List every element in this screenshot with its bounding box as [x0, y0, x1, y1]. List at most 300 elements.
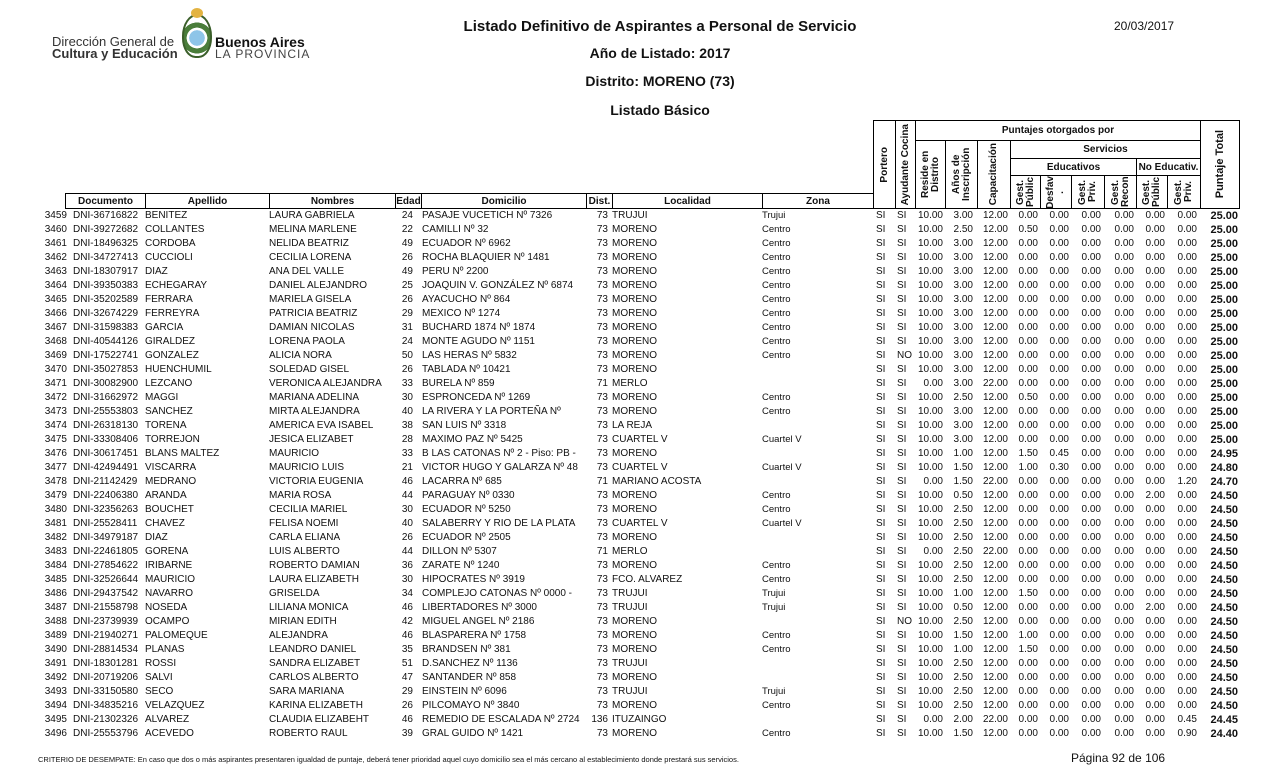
cell-puntaje-total: 24.50 — [1210, 532, 1238, 544]
cell-gest-priv: 0.00 — [1081, 518, 1101, 529]
table-row — [0, 517, 1280, 531]
cell-nombres: LAURA ELIZABETH — [269, 574, 360, 585]
cell-row-number: 3468 — [44, 336, 67, 347]
cell-puntaje-total: 24.80 — [1210, 462, 1238, 474]
cell-reside: 10.00 — [917, 588, 943, 599]
cell-edad: 30 — [401, 392, 413, 403]
cell-localidad: CUARTEL V — [612, 462, 668, 473]
cell-gest-public: 0.00 — [1018, 686, 1038, 697]
cell-reside: 10.00 — [917, 504, 943, 515]
cell-domicilio: JOAQUIN V. GONZÁLEZ Nº 6874 — [422, 280, 574, 291]
cell-documento: DNI-25553796 — [73, 728, 139, 739]
cell-portero: SI — [876, 700, 886, 711]
cell-reside: 10.00 — [917, 644, 943, 655]
cell-reside: 10.00 — [917, 686, 943, 697]
cell-documento: DNI-34727413 — [73, 252, 139, 263]
cell-gest-priv: 0.00 — [1081, 560, 1101, 571]
col-ayudante-label: Ayudante Cocina — [899, 123, 911, 206]
cell-nombres: CLAUDIA ELIZABEHT — [269, 714, 370, 725]
cell-nombres: SANDRA ELIZABET — [269, 658, 361, 669]
cell-gest-recon: 0.00 — [1114, 532, 1134, 543]
cell-ne-gest-priv: 0.00 — [1177, 686, 1197, 697]
cell-dist: 73 — [596, 490, 608, 501]
cell-capacitacion: 12.00 — [982, 448, 1008, 459]
cell-gest-priv: 0.00 — [1081, 350, 1101, 361]
cell-capacitacion: 12.00 — [982, 602, 1008, 613]
table-row — [0, 419, 1280, 433]
cell-reside: 10.00 — [917, 392, 943, 403]
cell-ne-gest-priv: 0.00 — [1177, 644, 1197, 655]
cell-gest-priv: 0.00 — [1081, 490, 1101, 501]
cell-dist: 73 — [596, 448, 608, 459]
cell-desfav: 0.00 — [1049, 252, 1069, 263]
cell-domicilio: D.SANCHEZ Nº 1136 — [422, 658, 518, 669]
cell-ayudante: SI — [897, 714, 907, 725]
cell-desfav: 0.00 — [1049, 238, 1069, 249]
cell-domicilio: LIBERTADORES Nº 3000 — [422, 602, 537, 613]
cell-edad: 50 — [401, 350, 413, 361]
cell-apellido: PALOMEQUE — [145, 630, 208, 641]
cell-portero: SI — [876, 532, 886, 543]
cell-reside: 10.00 — [917, 252, 943, 263]
cell-anos: 1.00 — [953, 588, 973, 599]
cell-puntaje-total: 25.00 — [1210, 252, 1238, 264]
cell-gest-recon: 0.00 — [1114, 224, 1134, 235]
cell-apellido: ROSSI — [145, 658, 177, 669]
cell-gest-recon: 0.00 — [1114, 252, 1134, 263]
cell-documento: DNI-26318130 — [73, 420, 139, 431]
logo-line2: Cultura y Educación — [52, 46, 178, 61]
cell-desfav: 0.45 — [1049, 448, 1069, 459]
cell-gest-recon: 0.00 — [1114, 644, 1134, 655]
cell-portero: SI — [876, 420, 886, 431]
col-edad: Edad — [395, 193, 422, 209]
cell-gest-recon: 0.00 — [1114, 462, 1134, 473]
cell-localidad: MORENO — [612, 294, 657, 305]
cell-gest-public: 1.50 — [1018, 448, 1038, 459]
table-row — [0, 531, 1280, 545]
cell-gest-public: 0.00 — [1018, 574, 1038, 585]
cell-apellido: COLLANTES — [145, 224, 205, 235]
cell-nombres: VERONICA ALEJANDRA — [269, 378, 382, 389]
cell-edad: 26 — [401, 364, 413, 375]
cell-domicilio: DILLON Nº 5307 — [422, 546, 497, 557]
cell-gest-priv: 0.00 — [1081, 630, 1101, 641]
cell-nombres: MARIA ROSA — [269, 490, 332, 501]
cell-apellido: ACEVEDO — [145, 728, 194, 739]
cell-domicilio: ECUADOR Nº 2505 — [422, 532, 511, 543]
cell-desfav: 0.00 — [1049, 588, 1069, 599]
cell-ne-gest-public: 0.00 — [1145, 714, 1165, 725]
cell-edad: 24 — [401, 210, 413, 221]
cell-puntaje-total: 24.50 — [1210, 490, 1238, 502]
cell-zona: Centro — [762, 294, 791, 305]
cell-desfav: 0.00 — [1049, 378, 1069, 389]
cell-domicilio: HIPOCRATES Nº 3919 — [422, 574, 525, 585]
cell-ne-gest-priv: 0.45 — [1177, 714, 1197, 725]
cell-reside: 10.00 — [917, 420, 943, 431]
cell-gest-priv: 0.00 — [1081, 574, 1101, 585]
cell-nombres: PATRICIA BEATRIZ — [269, 308, 358, 319]
cell-portero: SI — [876, 294, 886, 305]
cell-apellido: VISCARRA — [145, 462, 197, 473]
cell-ne-gest-public: 0.00 — [1145, 686, 1165, 697]
col-total-label: Puntaje Total — [1214, 130, 1226, 199]
cell-desfav: 0.00 — [1049, 630, 1069, 641]
district: Distrito: MORENO (73) — [585, 73, 735, 89]
cell-portero: SI — [876, 490, 886, 501]
cell-portero: SI — [876, 448, 886, 459]
cell-anos: 3.00 — [953, 336, 973, 347]
cell-reside: 10.00 — [917, 364, 943, 375]
col-gest-public — [1010, 175, 1041, 209]
cell-row-number: 3465 — [44, 294, 67, 305]
cell-nombres: MAURICIO LUIS — [269, 462, 345, 473]
cell-reside: 0.00 — [923, 546, 943, 557]
cell-domicilio: BUCHARD 1874 Nº 1874 — [422, 322, 536, 333]
col-puntaje-total — [1200, 120, 1240, 209]
cell-ne-gest-priv: 0.00 — [1177, 266, 1197, 277]
cell-ne-gest-priv: 0.00 — [1177, 518, 1197, 529]
table-row — [0, 335, 1280, 349]
cell-dist: 73 — [596, 462, 608, 473]
cell-nombres: DAMIAN NICOLAS — [269, 322, 355, 333]
list-type: Listado Básico — [610, 102, 710, 118]
cell-documento: DNI-34979187 — [73, 532, 139, 543]
cell-dist: 73 — [596, 434, 608, 445]
table-row — [0, 279, 1280, 293]
cell-domicilio: LAS HERAS Nº 5832 — [422, 350, 517, 361]
cell-dist: 73 — [596, 238, 608, 249]
cell-gest-recon: 0.00 — [1114, 616, 1134, 627]
cell-edad: 26 — [401, 294, 413, 305]
province-seal-logo — [182, 14, 212, 58]
col-ne-gest-public — [1136, 175, 1168, 209]
cell-ne-gest-public: 0.00 — [1145, 252, 1165, 263]
cell-apellido: MEDRANO — [145, 476, 197, 487]
cell-puntaje-total: 25.00 — [1210, 434, 1238, 446]
cell-gest-public: 1.50 — [1018, 644, 1038, 655]
cell-capacitacion: 12.00 — [982, 574, 1008, 585]
tiebreak-criteria: CRITERIO DE DESEMPATE: En caso que dos o más aspirantes presentaren igualdad de puntaje, deberá tener prioridad aquel cuyo domicilio sea el más cercano al establecimiento donde prestará sus servicios. — [38, 755, 739, 764]
cell-nombres: ROBERTO DAMIAN — [269, 560, 360, 571]
cell-documento: DNI-33308406 — [73, 434, 139, 445]
cell-gest-public: 0.00 — [1018, 350, 1038, 361]
cell-puntaje-total: 24.50 — [1210, 686, 1238, 698]
cell-localidad: MORENO — [612, 672, 657, 683]
cell-puntaje-total: 25.00 — [1210, 280, 1238, 292]
cell-dist: 71 — [596, 546, 608, 557]
cell-row-number: 3471 — [44, 378, 67, 389]
cell-nombres: LUIS ALBERTO — [269, 546, 340, 557]
cell-gest-public: 0.00 — [1018, 728, 1038, 739]
cell-localidad: MORENO — [612, 336, 657, 347]
cell-documento: DNI-21142429 — [73, 476, 138, 487]
cell-puntaje-total: 25.00 — [1210, 364, 1238, 376]
cell-desfav: 0.00 — [1049, 700, 1069, 711]
cell-apellido: NOSEDA — [145, 602, 188, 613]
cell-gest-public: 1.00 — [1018, 462, 1038, 473]
cell-dist: 73 — [596, 392, 608, 403]
cell-gest-priv: 0.00 — [1081, 266, 1101, 277]
cell-gest-recon: 0.00 — [1114, 630, 1134, 641]
cell-documento: DNI-32356263 — [73, 504, 139, 515]
cell-nombres: NELIDA BEATRIZ — [269, 238, 349, 249]
cell-domicilio: COMPLEJO CATONAS Nº 0000 - — [422, 588, 572, 599]
cell-gest-priv: 0.00 — [1081, 308, 1101, 319]
cell-row-number: 3461 — [44, 238, 67, 249]
cell-anos: 0.50 — [953, 602, 973, 613]
cell-dist: 71 — [596, 476, 608, 487]
cell-ne-gest-priv: 0.00 — [1177, 448, 1197, 459]
cell-apellido: GIRALDEZ — [145, 336, 196, 347]
cell-reside: 0.00 — [923, 714, 943, 725]
cell-ne-gest-priv: 0.00 — [1177, 672, 1197, 683]
cell-ne-gest-priv: 0.00 — [1177, 238, 1197, 249]
cell-domicilio: ECUADOR Nº 5250 — [422, 504, 511, 515]
cell-capacitacion: 12.00 — [982, 238, 1008, 249]
cell-puntaje-total: 24.50 — [1210, 546, 1238, 558]
cell-nombres: GRISELDA — [269, 588, 320, 599]
cell-row-number: 3464 — [44, 280, 67, 291]
cell-localidad: MORENO — [612, 364, 657, 375]
cell-desfav: 0.30 — [1049, 462, 1069, 473]
cell-edad: 46 — [401, 602, 413, 613]
cell-ayudante: SI — [897, 336, 907, 347]
cell-ne-gest-priv: 0.00 — [1177, 700, 1197, 711]
cell-anos: 2.50 — [953, 546, 973, 557]
table-row — [0, 377, 1280, 391]
cell-ne-gest-public: 0.00 — [1145, 616, 1165, 627]
cell-portero: SI — [876, 644, 886, 655]
cell-localidad: MERLO — [612, 546, 648, 557]
cell-zona: Centro — [762, 630, 791, 641]
cell-localidad: MORENO — [612, 616, 657, 627]
cell-gest-priv: 0.00 — [1081, 588, 1101, 599]
cell-ne-gest-priv: 0.00 — [1177, 210, 1197, 221]
cell-gest-recon: 0.00 — [1114, 434, 1134, 445]
cell-row-number: 3487 — [44, 602, 67, 613]
cell-row-number: 3462 — [44, 252, 67, 263]
cell-portero: SI — [876, 616, 886, 627]
cell-dist: 73 — [596, 644, 608, 655]
cell-ne-gest-public: 0.00 — [1145, 448, 1165, 459]
cell-domicilio: SALABERRY Y RIO DE LA PLATA — [422, 518, 576, 529]
cell-dist: 73 — [596, 350, 608, 361]
cell-row-number: 3470 — [44, 364, 67, 375]
cell-reside: 10.00 — [917, 560, 943, 571]
cell-puntaje-total: 25.00 — [1210, 378, 1238, 390]
cell-apellido: MAURICIO — [145, 574, 195, 585]
cell-desfav: 0.00 — [1049, 602, 1069, 613]
cell-ne-gest-public: 0.00 — [1145, 392, 1165, 403]
cell-documento: DNI-18301281 — [73, 658, 139, 669]
cell-gest-recon: 0.00 — [1114, 546, 1134, 557]
cell-portero: SI — [876, 210, 886, 221]
cell-puntaje-total: 25.00 — [1210, 420, 1238, 432]
cell-portero: SI — [876, 224, 886, 235]
cell-row-number: 3488 — [44, 616, 67, 627]
cell-capacitacion: 12.00 — [982, 210, 1008, 221]
dgce-logo-text — [52, 36, 178, 60]
cell-apellido: ECHEGARAY — [145, 280, 208, 291]
cell-gest-priv: 0.00 — [1081, 448, 1101, 459]
cell-capacitacion: 12.00 — [982, 420, 1008, 431]
cell-edad: 49 — [401, 238, 413, 249]
cell-anos: 3.00 — [953, 280, 973, 291]
cell-ne-gest-priv: 0.00 — [1177, 406, 1197, 417]
cell-gest-priv: 0.00 — [1081, 434, 1101, 445]
cell-ne-gest-priv: 0.00 — [1177, 588, 1197, 599]
cell-capacitacion: 12.00 — [982, 322, 1008, 333]
table-row — [0, 475, 1280, 489]
cell-capacitacion: 12.00 — [982, 560, 1008, 571]
cell-documento: DNI-33150580 — [73, 686, 139, 697]
cell-ne-gest-public: 0.00 — [1145, 644, 1165, 655]
cell-anos: 3.00 — [953, 378, 973, 389]
cell-desfav: 0.00 — [1049, 406, 1069, 417]
table-row — [0, 713, 1280, 727]
table-row — [0, 685, 1280, 699]
cell-zona: Centro — [762, 322, 791, 333]
cell-ayudante: SI — [897, 224, 907, 235]
cell-localidad: MORENO — [612, 630, 657, 641]
cell-gest-public: 0.00 — [1018, 406, 1038, 417]
cell-capacitacion: 12.00 — [982, 252, 1008, 263]
cell-desfav: 0.00 — [1049, 504, 1069, 515]
cell-ne-gest-priv: 0.00 — [1177, 280, 1197, 291]
cell-domicilio: MAXIMO PAZ Nº 5425 — [422, 434, 523, 445]
cell-ayudante: SI — [897, 630, 907, 641]
cell-localidad: CUARTEL V — [612, 434, 668, 445]
cell-puntaje-total: 25.00 — [1210, 322, 1238, 334]
cell-gest-priv: 0.00 — [1081, 658, 1101, 669]
cell-puntaje-total: 25.00 — [1210, 308, 1238, 320]
cell-capacitacion: 12.00 — [982, 294, 1008, 305]
cell-gest-priv: 0.00 — [1081, 644, 1101, 655]
cell-reside: 0.00 — [923, 378, 943, 389]
cell-ayudante: SI — [897, 686, 907, 697]
cell-edad: 38 — [401, 420, 413, 431]
cell-row-number: 3473 — [44, 406, 67, 417]
cell-gest-recon: 0.00 — [1114, 420, 1134, 431]
cell-anos: 2.50 — [953, 574, 973, 585]
cell-edad: 36 — [401, 560, 413, 571]
cell-edad: 26 — [401, 252, 413, 263]
cell-reside: 10.00 — [917, 224, 943, 235]
cell-puntaje-total: 25.00 — [1210, 336, 1238, 348]
cell-apellido: GORENA — [145, 546, 189, 557]
cell-documento: DNI-25528411 — [73, 518, 138, 529]
cell-desfav: 0.00 — [1049, 546, 1069, 557]
cell-ne-gest-priv: 0.00 — [1177, 504, 1197, 515]
cell-ne-gest-priv: 0.00 — [1177, 616, 1197, 627]
cell-zona: Trujui — [762, 210, 786, 221]
cell-ne-gest-public: 0.00 — [1145, 420, 1165, 431]
cell-gest-priv: 0.00 — [1081, 252, 1101, 263]
cell-row-number: 3460 — [44, 224, 67, 235]
cell-anos: 2.50 — [953, 532, 973, 543]
cell-documento: DNI-21302326 — [73, 714, 139, 725]
cell-puntaje-total: 25.00 — [1210, 406, 1238, 418]
cell-documento: DNI-25553803 — [73, 406, 139, 417]
cell-gest-public: 0.00 — [1018, 322, 1038, 333]
cell-ayudante: SI — [897, 546, 907, 557]
cell-zona: Centro — [762, 644, 791, 655]
table-row — [0, 363, 1280, 377]
cell-reside: 10.00 — [917, 350, 943, 361]
cell-desfav: 0.00 — [1049, 280, 1069, 291]
cell-domicilio: REMEDIO DE ESCALADA Nº 2724 — [422, 714, 580, 725]
cell-zona: Centro — [762, 238, 791, 249]
cell-ne-gest-priv: 0.00 — [1177, 630, 1197, 641]
cell-dist: 136 — [591, 714, 608, 725]
cell-documento: DNI-20719206 — [73, 672, 139, 683]
cell-edad: 34 — [401, 588, 413, 599]
cell-ne-gest-public: 0.00 — [1145, 630, 1165, 641]
cell-ne-gest-public: 0.00 — [1145, 224, 1165, 235]
cell-desfav: 0.00 — [1049, 560, 1069, 571]
cell-domicilio: BLASPARERA Nº 1758 — [422, 630, 527, 641]
col-group-servicios: Servicios — [1010, 140, 1201, 159]
cell-anos: 3.00 — [953, 238, 973, 249]
table-row — [0, 307, 1280, 321]
table-row — [0, 349, 1280, 363]
cell-capacitacion: 12.00 — [982, 280, 1008, 291]
cell-anos: 2.50 — [953, 504, 973, 515]
cell-anos: 2.50 — [953, 672, 973, 683]
table-row — [0, 601, 1280, 615]
cell-apellido: BLANS MALTEZ — [145, 448, 220, 459]
cell-desfav: 0.00 — [1049, 658, 1069, 669]
cell-apellido: GARCIA — [145, 322, 184, 333]
cell-anos: 2.50 — [953, 700, 973, 711]
cell-gest-priv: 0.00 — [1081, 700, 1101, 711]
cell-apellido: DIAZ — [145, 532, 168, 543]
cell-domicilio: VICTOR HUGO Y GALARZA Nº 48 — [422, 462, 578, 473]
col-gest-priv — [1071, 175, 1105, 209]
cell-anos: 2.50 — [953, 560, 973, 571]
cell-documento: DNI-42494491 — [73, 462, 139, 473]
cell-desfav: 0.00 — [1049, 322, 1069, 333]
cell-gest-priv: 0.00 — [1081, 392, 1101, 403]
cell-row-number: 3486 — [44, 588, 67, 599]
cell-gest-public: 0.00 — [1018, 700, 1038, 711]
cell-gest-priv: 0.00 — [1081, 462, 1101, 473]
cell-apellido: ARANDA — [145, 490, 187, 501]
cell-anos: 1.50 — [953, 728, 973, 739]
cell-gest-recon: 0.00 — [1114, 588, 1134, 599]
cell-ne-gest-priv: 0.00 — [1177, 294, 1197, 305]
cell-gest-public: 1.50 — [1018, 588, 1038, 599]
cell-desfav: 0.00 — [1049, 476, 1069, 487]
cell-nombres: DANIEL ALEJANDRO — [269, 280, 367, 291]
cell-puntaje-total: 24.50 — [1210, 644, 1238, 656]
cell-portero: SI — [876, 728, 886, 739]
cell-ne-gest-public: 0.00 — [1145, 476, 1165, 487]
cell-domicilio: ESPRONCEDA Nº 1269 — [422, 392, 531, 403]
cell-portero: SI — [876, 560, 886, 571]
table-row — [0, 615, 1280, 629]
cell-domicilio: PERU Nº 2200 — [422, 266, 489, 277]
cell-edad: 46 — [401, 714, 413, 725]
table-row — [0, 657, 1280, 671]
cell-portero: SI — [876, 588, 886, 599]
cell-desfav: 0.00 — [1049, 532, 1069, 543]
cell-gest-public: 0.00 — [1018, 602, 1038, 613]
cell-ne-gest-priv: 0.90 — [1177, 728, 1197, 739]
cell-portero: SI — [876, 322, 886, 333]
